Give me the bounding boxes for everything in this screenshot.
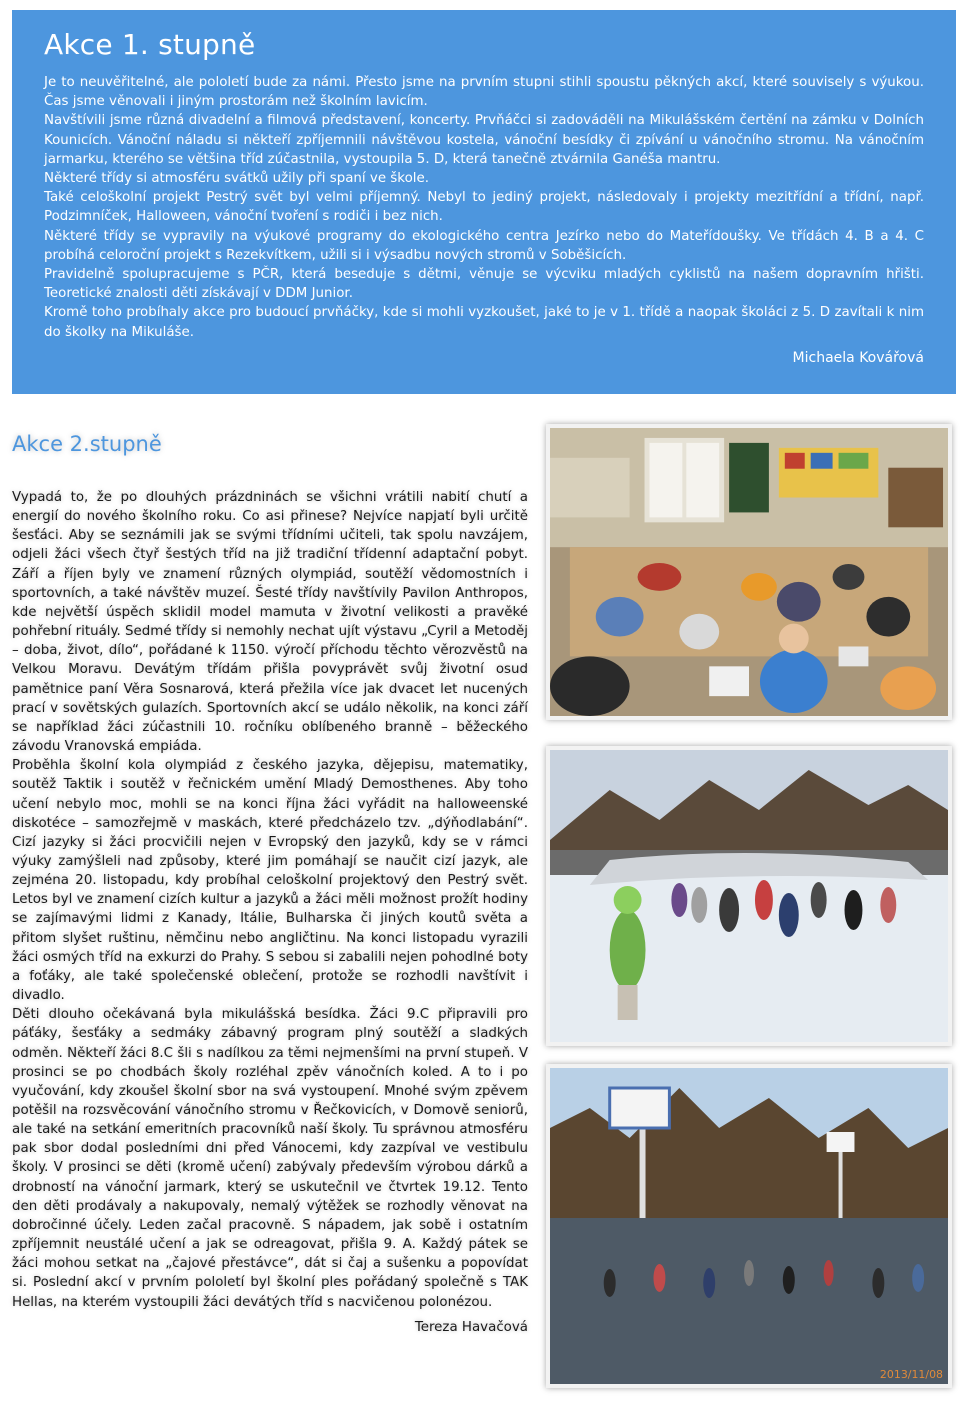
section1-signature: Michaela Kovářová xyxy=(792,349,924,366)
section1-paragraph: Některé třídy si atmosféru svátků užily při spaní ve škole. xyxy=(44,171,429,187)
section2-title: Akce 2.stupně xyxy=(12,432,162,456)
section1-paragraph: Také celoškolní projekt Pestrý svět byl velmi příjemný. Nebyl to jediný projekt, následovaly i projekty mezitřídní a třídní, např. Podzimníček, Halloween, vánoční tvoření s rodiči i bez nich. xyxy=(44,190,924,225)
section1-box xyxy=(12,10,956,394)
section1-title: Akce 1. stupně xyxy=(44,28,256,61)
section2-paragraph: Děti dlouho očekávaná byla mikulášská besídka. Žáci 9.C připravili pro páťáky, šesťáky a sedmáky zábavný program plný soutěží a sladkých odměn. Někteří žáci 8.C šli s nadílkou za těmi nejmenšími na první stupeň. V prosinci se po chodbách školy rozléhal zpěv vánočních koled. A to i po vyučování, kdy zkoušel školní sbor na svá vystoupení. Mnohé svým zpěvem potěšil na rozsvěcování vánočního stromu v Řečkovicích, v Domově seniorů, ale také na setkání emeritních pracovníků naší školy. Tu správnou atmosféru pak sbor dodal posledními dni před Vánocemi, kdy zazpíval ve vestibulu školy. V prosinci se děti (kromě učení) zabývaly především výrobou dárků a drobností na vánoční jarmark, který se uskutečnil ve čtvrtek 19.12. Tento den děti prodávaly a nakupovaly, nemalý výtěžek se rozhodly věnovat na dobročinné účely. Leden začal pracovně. S nápadem, jak sobě i ostatním zpříjemnit neustálé učení a jak se odreagovat, přišla 9. A. Každý pátek se žáci mohou setkat na „čajové přestávce“, dát si čaj a sušenku a popovídat si. Poslední akcí v prvním pololetí byl školní ples pořádaný společně s TAK Hellas, na kterém vystoupili žáci devátých tříd s nacvičenou polonézou. xyxy=(12,1007,528,1310)
section1-paragraph: Některé třídy se vypravily na výukové programy do ekologického centra Jezírko nebo do Mateřídoušky. Ve třídách 4. B a 4. C probíhá celoroční projekt s Rezekvítkem, užili si i výsadbu nových stromů v Soběšicích. xyxy=(44,228,924,263)
basketball-court-photo xyxy=(546,1064,952,1388)
date-stamp: 2013/11/08 xyxy=(879,1367,944,1382)
section1-paragraph: Je to neuvěřitelné, ale pololetí bude za námi. Přesto jsme na prvním stupni stihli spoustu pěkných akcí, které souvisely s výukou. Čas jsme věnovali i jiným prostorám než školním lavicím. xyxy=(44,75,924,110)
classroom-photo xyxy=(546,424,952,720)
section2-text xyxy=(12,488,528,1337)
section2-paragraph: Vypadá to, že po dlouhých prázdninách se všichni vrátili nabití chutí a energií do nového školního roku. Co asi přinese? Nejvíce napjatí byli určitě šesťáci. Aby se seznámili jak se svými třídními učiteli, tak spolu navzájem, odjeli žáci všech čtyř šestých tříd na již tradiční třídenní adaptační pobyt. Září a říjen byly ve znamení různých olympiád, soutěží vědomostních i sportovních, a také návštěv muzeí. Šesté třídy navštívily Pavilon Anthropos, kde největší úspěch sklidil model mamuta v životní velikosti a pravěké pohřební rituály. Sedmé třídy si nemohly nechat ujít výstavu „Cyril a Metoděj – doba, život, dílo“, pořádané k 1150. výročí příchodu těchto věrozvěstů na Velkou Moravu. Devátým třídám přišla povyprávět svůj životní osud pamětnice paní Věra Sosnarová, která přežila více jak dvacet let nucených prací v sovětských gulazích. Sportovních akcí se událo několik, na konci září se například žáci zúčastnili 10. ročníku oblíbeného branně – běžeckého závodu Vranovská empiáda. xyxy=(12,490,528,755)
section2-paragraph: Proběhla školní kola olympiád z českého jazyka, dějepisu, matematiky, soutěž Taktik i soutěž v řečnickém umění Mladý Demosthenes. Aby toho učení nebylo moc, mohli se na konci října žáci vyřádit na halloweenské diskotéce – samozřejmě v maskách, které předcházelo tzv. „dýňodlabání“. Cizí jazyky si žáci procvičili nejen v Evropský den jazyků, kdy se v rámci výuky zamýšleli nad způsoby, které jim pomáhají se naučit cizí jazyk, ale zejména 20. listopadu, kdy probíhal celoškolní projektový den Pestrý svět. Letos byl ve znamení cizích kultur a jazyků a žáci měli možnost prožít hodiny se zajímavými lidmi z Kanady, Itálie, Bulharska či jiných koutů světa a přitom slyšet ruštinu, němčinu nebo angličtinu. Na konci listopadu vyrazili žáci osmých tříd na exkurzi do Prahy. S sebou si zabalili nejen pohodlné boty a foťáky, ale také společenské oblečení, protože se rozhodli navštívit i divadlo. xyxy=(12,758,528,1004)
section2-signature: Tereza Havačová xyxy=(414,1319,528,1335)
section1-paragraph: Pravidelně spolupracujeme s PČR, která beseduje s dětmi, věnuje se výcviku mladých cyklistů na našem dopravním hřišti. Teoretické znalosti děti získávají v DDM Junior. xyxy=(44,267,924,302)
ice-rink-photo xyxy=(546,746,952,1046)
section1-paragraph: Kromě toho probíhaly akce pro budoucí prvňáčky, kde si mohli vyzkoušet, jaké to je v 1. třídě a naopak školáci z 5. D zavítali k nim do školky na Mikuláše. xyxy=(44,305,924,340)
section1-paragraph: Navštívili jsme různá divadelní a filmová představení, koncerty. Prvňáčci si zadováděli na Mikulášském čertění na zámku v Dolních Kounicích. Vánoční náladu si někteří zpříjemnili návštěvou kostela, vánoční besídky či zpívání u vánočního stromu. Na vánočním jarmarku, kterého se většina tříd zúčastnila, vystoupila 5. D, která tanečně ztvárnila Ganéša mantru. xyxy=(44,113,924,167)
